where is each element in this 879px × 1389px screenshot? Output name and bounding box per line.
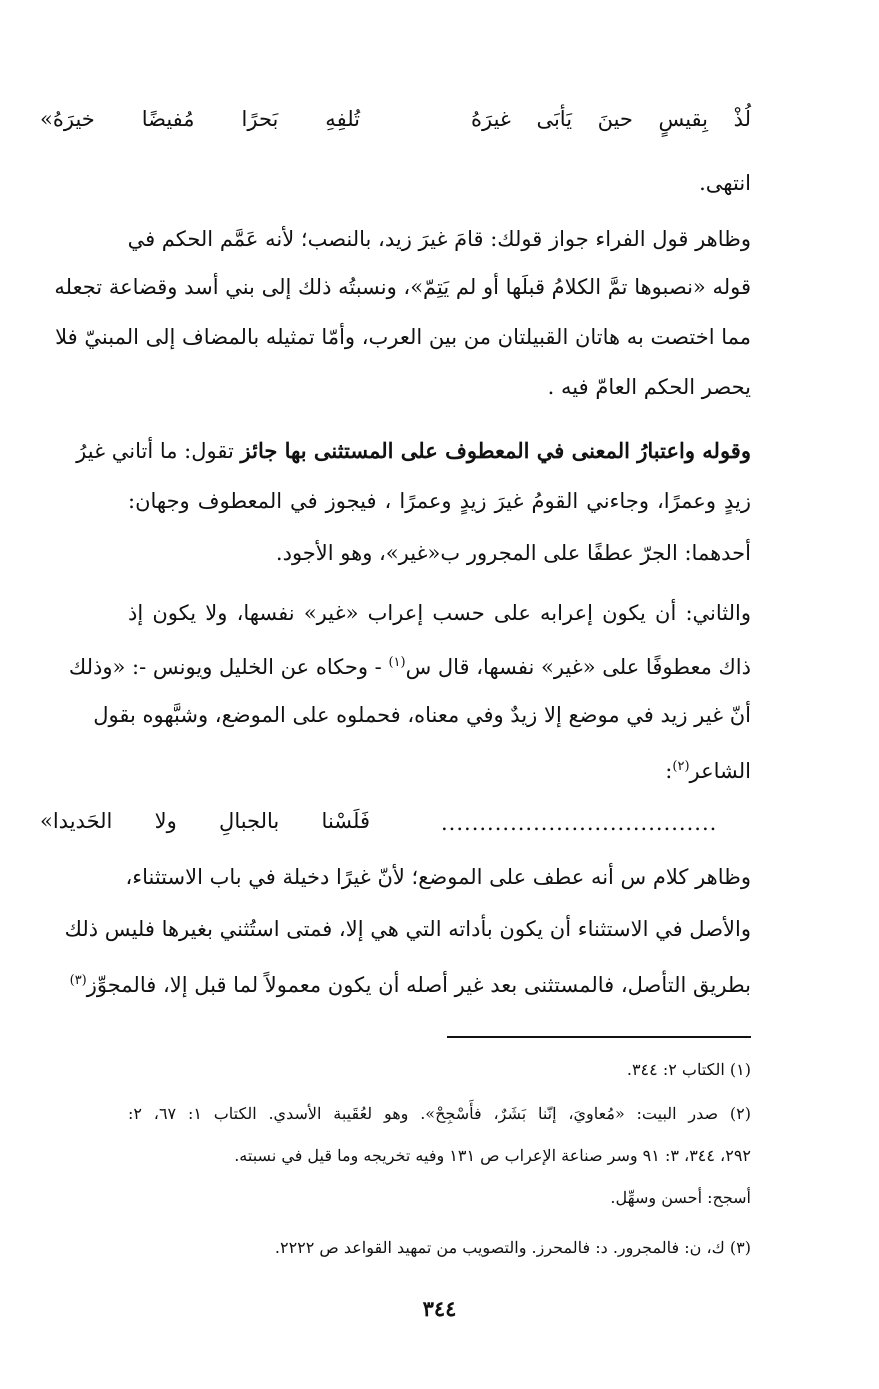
footnote-2-line: ٢٩٢، ٣٤٤، ٣: ٩١ وسر صناعة الإعراب ص ١٣١ وفيه تخريجه وما قيل في نسبته. [234, 1146, 751, 1165]
footnote-3: (٣) ك، ن: فالمجرور. د: فالمحرز. والتصويب من تمهيد القواعد ص ٢٢٢٢. [274, 1238, 751, 1257]
text-line: قوله «نصبوها تمَّ الكلامُ قبلَها أو لم يَتِمّ»، ونسبتُه ذلك إلى بني أسد وقضاعة تجعله [54, 275, 751, 299]
text-line: وظاهر قول الفراء جواز قولك: قامَ غيرَ زيد، بالنصب؛ لأنه عَمَّم الحكم في [127, 227, 751, 251]
footnote-2-line: أسجح: أحسن وسهِّل. [610, 1188, 751, 1207]
text-line [128, 752, 751, 786]
footnote-separator [447, 1036, 751, 1038]
text-line: يحصر الحكم العامّ فيه . [547, 375, 751, 399]
footnote-reference: (٣) [69, 973, 87, 988]
text-line: والأصل في الاستثناء أن يكون بأداته التي هي إلا، فمتى استُثني بغيرها فليس ذلك [64, 917, 751, 941]
text-line: زيدٍ وعمرًا، وجاءني القومُ غيرَ زيدٍ وعمرًا ، فيجوز في المعطوف وجهان: [128, 489, 751, 513]
footnote-reference: (١) [388, 655, 406, 670]
text-segment: بطريق التأصل، فالمستثنى بعد غير أصله أن يكون معمولاً لما قبل إلا، فالمجوِّز [86, 973, 751, 997]
text-line: انتهى. [699, 171, 751, 195]
text-segment: - وحكاه عن الخليل ويونس -: «وذلك [68, 655, 389, 679]
footnote-1: (١) الكتاب ٢: ٣٤٤. [626, 1060, 751, 1079]
text-segment: ذاك معطوفًا على «غير» نفسها، قال س [405, 655, 751, 679]
text-line: وظاهر كلام س أنه عطف على الموضع؛ لأنّ غيرًا دخيلة في باب الاستثناء، [125, 865, 751, 889]
page-number: ٣٤٤ [422, 1296, 457, 1321]
footnote-2-line: (٢) صدر البيت: «مُعاويَ، إنّنا بَشَرٌ، فأَسْجِحْ». وهو لعُقَيبة الأسدي. الكتاب ١: ٦٧، ٢: [128, 1104, 752, 1123]
footnote-reference: (٢) [672, 759, 690, 774]
text-line [69, 966, 751, 1000]
text-segment: تقول: ما أتاني غيرُ [76, 439, 234, 463]
text-line [76, 436, 751, 466]
verse-first-hemistich: لُذْ بِقيسٍ حينَ يَأبَى غيرَهُ [471, 107, 751, 131]
text-line: والثاني: أن يكون إعرابه على حسب إعراب «غير» نفسها، ولا يكون إذ [128, 601, 751, 625]
text-line: أحدهما: الجرّ عطفًا على المجرور ب«غير»، وهو الأجود. [275, 541, 751, 565]
text-line: مما اختصت به هاتان القبيلتان من بين العرب، وأمّا تمثيله بالمضاف إلى المبنيّ فلا [55, 325, 751, 349]
text-segment: : [665, 759, 673, 783]
text-line [68, 648, 751, 682]
elided-first-hemistich: .................................... [441, 811, 718, 835]
verse-second-hemistich: تُلفِهِ بَحرًا مُفيضًا خيرَهُ» [40, 107, 360, 131]
text-segment: الشاعر [689, 759, 751, 783]
verse-second-hemistich: فَلَسْنا بالجبالِ ولا الحَديدا» [40, 809, 370, 833]
text-line: أنّ غير زيد في موضع إلا زيدٌ وفي معناه، فحملوه على الموضع، وشبَّهوه بقول [93, 703, 751, 727]
bold-quotation: وقوله واعتبارُ المعنى في المعطوف على المستثنى بها جائز [240, 438, 751, 463]
